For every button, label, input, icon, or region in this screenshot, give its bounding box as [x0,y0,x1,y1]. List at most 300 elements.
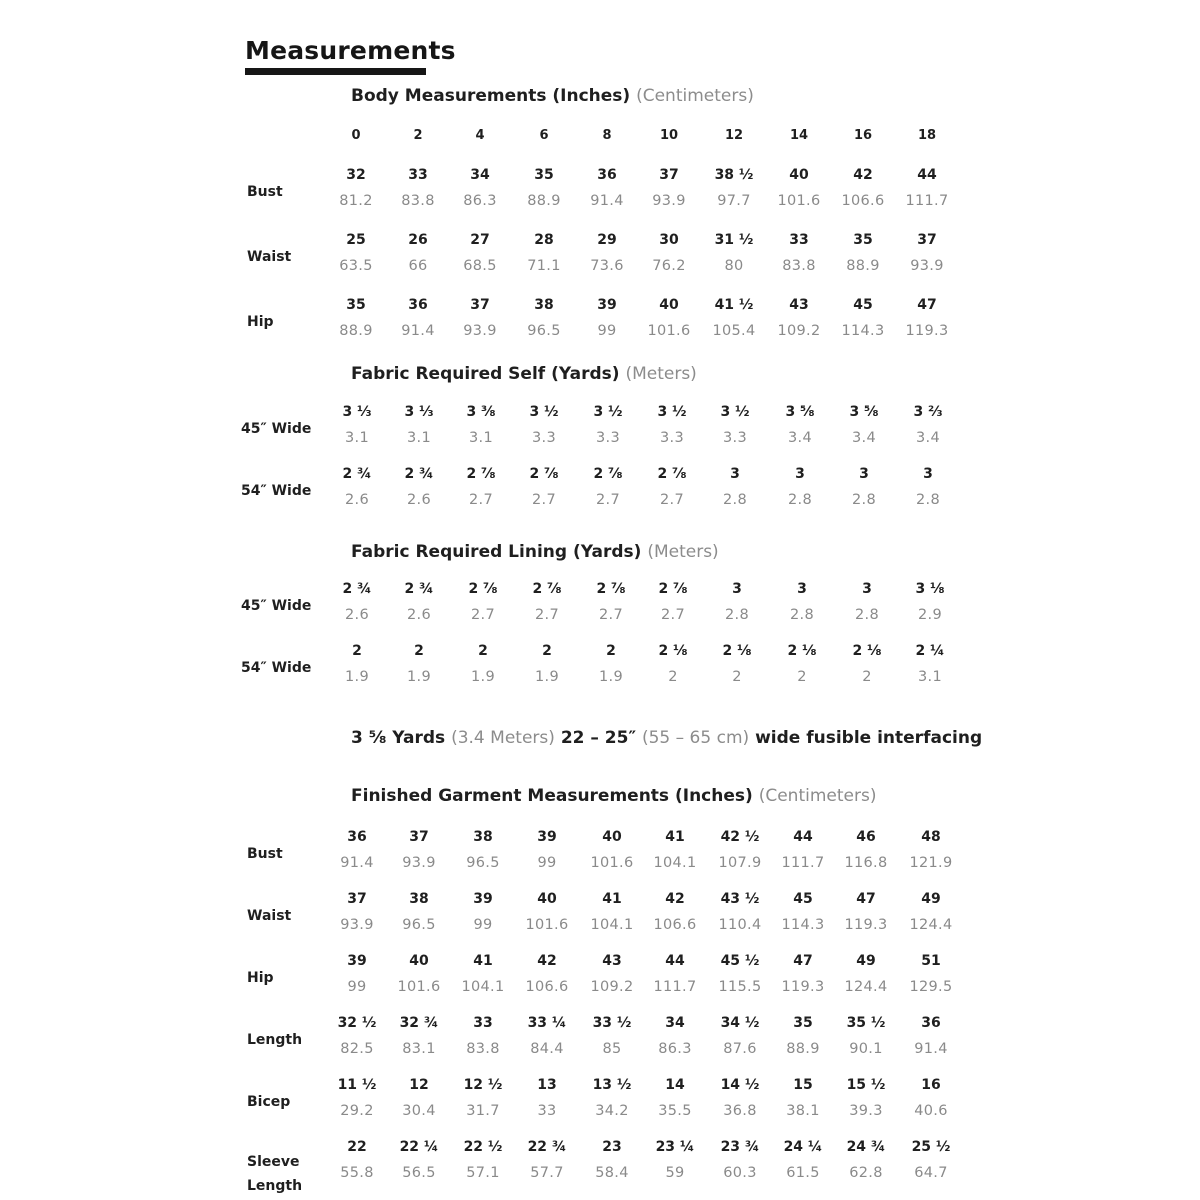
value-imperial: 3 [732,581,742,597]
value-imperial: 32 ¾ [399,1015,439,1031]
value-imperial: 14 ½ [720,1077,760,1093]
value-metric: 2.7 [471,607,495,623]
value-metric: 91.4 [340,855,374,871]
value-metric: 68.5 [463,258,497,274]
value-metric: 2.8 [725,607,749,623]
value-metric: 119.3 [844,917,888,933]
value-metric: 109.2 [777,323,821,339]
section-title-metric: (Centimeters) [636,86,754,106]
table-row [0,829,1200,881]
value-metric: 114.3 [781,917,825,933]
value-imperial: 2 ⅞ [468,581,498,597]
value-metric: 104.1 [461,979,505,995]
value-metric: 1.9 [535,669,559,685]
value-imperial: 34 [665,1015,685,1031]
value-metric: 2.8 [852,492,876,508]
value-metric: 2 [797,669,807,685]
value-metric: 3.3 [660,430,684,446]
value-metric: 76.2 [652,258,686,274]
value-metric: 101.6 [777,193,821,209]
value-imperial: 51 [921,953,941,969]
interfacing-desc: wide fusible interfacing [755,728,983,748]
value-imperial: 2 ⅞ [466,466,496,482]
size-header-row [0,128,1200,146]
section-title-lining [351,542,719,562]
value-imperial: 40 [659,297,679,313]
value-metric: 66 [408,258,428,274]
size-header: 12 [724,128,744,143]
value-metric: 3.1 [469,430,493,446]
value-metric: 57.7 [530,1165,564,1181]
value-metric: 2.7 [535,607,559,623]
value-imperial: 26 [408,232,428,248]
value-imperial: 2 ⅛ [722,643,752,659]
value-imperial: 2 ¾ [404,581,434,597]
section-title-metric: (Centimeters) [758,786,877,806]
section-title-metric: (Meters) [647,542,719,562]
value-metric: 101.6 [397,979,441,995]
value-imperial: 33 ¼ [527,1015,567,1031]
value-metric: 3.3 [723,430,747,446]
value-imperial: 35 ½ [846,1015,886,1031]
value-metric: 83.8 [782,258,816,274]
value-imperial: 3 ⅝ [785,404,815,420]
value-metric: 99 [347,979,367,995]
value-metric: 2.7 [532,492,556,508]
table-row [0,581,1200,633]
value-metric: 56.5 [402,1165,436,1181]
value-metric: 39.3 [849,1103,883,1119]
value-imperial: 3 ½ [529,404,559,420]
value-metric: 2.6 [407,492,431,508]
value-imperial: 3 [730,466,740,482]
value-metric: 2 [668,669,678,685]
table-row [0,232,1200,284]
value-metric: 91.4 [401,323,435,339]
interfacing-width-in: 22 – 25″ [560,728,637,748]
value-imperial: 27 [470,232,490,248]
value-metric: 81.2 [339,193,373,209]
row-label: Sleeve Length [247,1154,303,1194]
value-imperial: 2 [542,643,552,659]
value-metric: 2.6 [345,492,369,508]
page-title: Measurements [245,36,456,65]
value-metric: 109.2 [590,979,634,995]
value-imperial: 36 [347,829,367,845]
value-imperial: 2 ¾ [342,581,372,597]
interfacing-note [351,728,982,748]
size-header: 18 [917,128,937,143]
value-imperial: 2 ⅞ [658,581,688,597]
value-metric: 90.1 [849,1041,883,1057]
value-imperial: 13 [537,1077,557,1093]
size-header: 4 [475,128,485,143]
value-metric: 96.5 [466,855,500,871]
value-imperial: 29 [597,232,617,248]
value-imperial: 41 ½ [714,297,754,313]
row-label: Bust [247,184,283,200]
value-metric: 88.9 [786,1041,820,1057]
value-imperial: 3 [859,466,869,482]
value-imperial: 49 [921,891,941,907]
value-imperial: 46 [856,829,876,845]
value-imperial: 34 ½ [720,1015,760,1031]
value-imperial: 3 [797,581,807,597]
value-imperial: 31 ½ [714,232,754,248]
value-imperial: 47 [856,891,876,907]
value-imperial: 41 [473,953,493,969]
value-metric: 111.7 [653,979,697,995]
row-label: Hip [247,314,274,330]
row-label: Bust [247,846,283,862]
value-metric: 63.5 [339,258,373,274]
value-imperial: 33 [473,1015,493,1031]
size-header: 0 [351,128,361,143]
value-imperial: 2 ⅛ [852,643,882,659]
value-metric: 85 [602,1041,622,1057]
value-imperial: 47 [917,297,937,313]
value-imperial: 38 [409,891,429,907]
value-metric: 3.1 [407,430,431,446]
value-imperial: 35 [793,1015,813,1031]
value-metric: 124.4 [909,917,953,933]
value-imperial: 32 ½ [337,1015,377,1031]
value-metric: 40.6 [914,1103,948,1119]
value-metric: 3.3 [596,430,620,446]
table-row [0,953,1200,1005]
value-metric: 97.7 [717,193,751,209]
value-imperial: 44 [917,167,937,183]
value-imperial: 35 [346,297,366,313]
value-imperial: 38 [534,297,554,313]
value-imperial: 40 [789,167,809,183]
value-imperial: 2 [606,643,616,659]
value-imperial: 39 [473,891,493,907]
value-metric: 80 [724,258,744,274]
value-metric: 84.4 [530,1041,564,1057]
value-imperial: 43 ½ [720,891,760,907]
value-imperial: 45 ½ [720,953,760,969]
value-metric: 3.1 [345,430,369,446]
value-imperial: 16 [921,1077,941,1093]
value-metric: 114.3 [841,323,885,339]
value-metric: 88.9 [846,258,880,274]
value-imperial: 41 [665,829,685,845]
section-title-self [351,364,697,384]
value-imperial: 39 [347,953,367,969]
table-row [0,404,1200,456]
table-row [0,643,1200,695]
value-imperial: 44 [665,953,685,969]
value-imperial: 47 [793,953,813,969]
value-metric: 119.3 [905,323,949,339]
value-metric: 2.8 [855,607,879,623]
size-header: 8 [602,128,612,143]
value-imperial: 11 ½ [337,1077,377,1093]
value-imperial: 3 ½ [593,404,623,420]
size-header: 14 [789,128,809,143]
value-imperial: 30 [659,232,679,248]
value-metric: 3.4 [916,430,940,446]
value-imperial: 2 ⅛ [787,643,817,659]
value-metric: 88.9 [339,323,373,339]
value-metric: 93.9 [463,323,497,339]
value-metric: 2.8 [790,607,814,623]
value-imperial: 34 [470,167,490,183]
value-imperial: 3 ⅛ [915,581,945,597]
value-metric: 2.8 [916,492,940,508]
value-metric: 61.5 [786,1165,820,1181]
value-metric: 59 [665,1165,685,1181]
value-metric: 91.4 [914,1041,948,1057]
value-imperial: 39 [537,829,557,845]
interfacing-yards: 3 ⅝ Yards [351,728,446,748]
value-metric: 2.9 [918,607,942,623]
value-imperial: 25 ½ [911,1139,951,1155]
value-metric: 101.6 [525,917,569,933]
value-imperial: 42 [537,953,557,969]
value-imperial: 22 ¼ [399,1139,439,1155]
value-metric: 29.2 [340,1103,374,1119]
value-imperial: 42 [665,891,685,907]
value-imperial: 24 ¾ [846,1139,886,1155]
value-imperial: 2 ¼ [915,643,945,659]
value-metric: 3.4 [788,430,812,446]
section-title-text: Fabric Required Lining (Yards) [351,542,642,562]
value-metric: 83.8 [466,1041,500,1057]
value-metric: 1.9 [599,669,623,685]
value-imperial: 33 [408,167,428,183]
section-title-body [351,86,754,106]
row-label: 54″ Wide [241,483,312,499]
value-imperial: 3 [862,581,872,597]
value-metric: 106.6 [525,979,569,995]
value-imperial: 37 [659,167,679,183]
value-metric: 1.9 [407,669,431,685]
value-metric: 119.3 [781,979,825,995]
value-imperial: 23 ¾ [720,1139,760,1155]
value-imperial: 45 [853,297,873,313]
value-metric: 3.3 [532,430,556,446]
value-metric: 107.9 [718,855,762,871]
table-row [0,167,1200,219]
value-imperial: 39 [597,297,617,313]
table-row [0,297,1200,349]
value-imperial: 36 [408,297,428,313]
section-title-text: Fabric Required Self (Yards) [351,364,620,384]
value-metric: 129.5 [909,979,953,995]
value-metric: 3.4 [852,430,876,446]
value-imperial: 3 ⅓ [404,404,434,420]
value-metric: 71.1 [527,258,561,274]
value-metric: 57.1 [466,1165,500,1181]
value-imperial: 32 [346,167,366,183]
value-metric: 2.7 [660,492,684,508]
table-row [0,1139,1200,1194]
value-metric: 55.8 [340,1165,374,1181]
value-imperial: 2 [478,643,488,659]
value-imperial: 12 ½ [463,1077,503,1093]
value-imperial: 3 ½ [657,404,687,420]
value-imperial: 2 ⅞ [532,581,562,597]
value-metric: 64.7 [914,1165,948,1181]
section-title-text: Finished Garment Measurements (Inches) [351,786,753,806]
value-imperial: 2 [352,643,362,659]
value-metric: 2.8 [788,492,812,508]
value-imperial: 3 ⅜ [466,404,496,420]
value-imperial: 33 ½ [592,1015,632,1031]
value-imperial: 2 [414,643,424,659]
value-metric: 88.9 [527,193,561,209]
value-imperial: 3 ⅓ [342,404,372,420]
row-label: 45″ Wide [241,421,312,437]
value-metric: 73.6 [590,258,624,274]
value-imperial: 15 ½ [846,1077,886,1093]
row-label: Hip [247,970,274,986]
value-imperial: 22 ½ [463,1139,503,1155]
value-imperial: 35 [534,167,554,183]
value-metric: 2.7 [469,492,493,508]
row-label: Bicep [247,1094,291,1110]
value-imperial: 3 ⅔ [913,404,943,420]
size-header: 16 [853,128,873,143]
value-imperial: 36 [597,167,617,183]
value-imperial: 49 [856,953,876,969]
value-imperial: 2 ⅞ [596,581,626,597]
value-imperial: 37 [409,829,429,845]
size-header: 6 [539,128,549,143]
value-metric: 121.9 [909,855,953,871]
value-imperial: 2 ¾ [404,466,434,482]
value-metric: 30.4 [402,1103,436,1119]
value-metric: 83.8 [401,193,435,209]
value-imperial: 35 [853,232,873,248]
value-imperial: 40 [602,829,622,845]
value-metric: 35.5 [658,1103,692,1119]
value-imperial: 36 [921,1015,941,1031]
value-metric: 115.5 [718,979,762,995]
value-imperial: 48 [921,829,941,845]
value-metric: 2.7 [661,607,685,623]
value-imperial: 44 [793,829,813,845]
row-label: Length [247,1032,303,1048]
value-imperial: 40 [537,891,557,907]
value-metric: 99 [537,855,557,871]
value-metric: 62.8 [849,1165,883,1181]
value-imperial: 13 ½ [592,1077,632,1093]
value-imperial: 2 ⅞ [593,466,623,482]
value-metric: 2.7 [596,492,620,508]
value-metric: 2.6 [407,607,431,623]
value-metric: 87.6 [723,1041,757,1057]
section-title-metric: (Meters) [625,364,697,384]
value-imperial: 2 ⅞ [657,466,687,482]
value-imperial: 3 ⅝ [849,404,879,420]
value-imperial: 3 [923,466,933,482]
value-metric: 105.4 [712,323,756,339]
value-metric: 96.5 [527,323,561,339]
value-imperial: 42 ½ [720,829,760,845]
value-imperial: 33 [789,232,809,248]
value-imperial: 40 [409,953,429,969]
row-label: 54″ Wide [241,660,312,676]
value-metric: 86.3 [463,193,497,209]
value-metric: 2.8 [723,492,747,508]
value-metric: 34.2 [595,1103,629,1119]
value-metric: 3.1 [918,669,942,685]
value-metric: 31.7 [466,1103,500,1119]
value-metric: 106.6 [841,193,885,209]
value-metric: 83.1 [402,1041,436,1057]
value-imperial: 37 [470,297,490,313]
interfacing-meters: (3.4 Meters) [451,728,555,748]
value-imperial: 28 [534,232,554,248]
value-imperial: 2 ⅛ [658,643,688,659]
value-imperial: 41 [602,891,622,907]
value-metric: 2 [862,669,872,685]
value-metric: 111.7 [905,193,949,209]
value-imperial: 22 ¾ [527,1139,567,1155]
value-metric: 91.4 [590,193,624,209]
value-imperial: 2 ⅞ [529,466,559,482]
value-imperial: 24 ¼ [783,1139,823,1155]
value-metric: 110.4 [718,917,762,933]
value-imperial: 43 [602,953,622,969]
value-metric: 106.6 [653,917,697,933]
value-metric: 116.8 [844,855,888,871]
value-metric: 82.5 [340,1041,374,1057]
value-metric: 93.9 [910,258,944,274]
table-row [0,891,1200,943]
value-metric: 86.3 [658,1041,692,1057]
value-imperial: 42 [853,167,873,183]
section-title-text: Body Measurements (Inches) [351,86,631,106]
value-metric: 1.9 [345,669,369,685]
value-metric: 124.4 [844,979,888,995]
value-imperial: 22 [347,1139,367,1155]
value-imperial: 14 [665,1077,685,1093]
table-row [0,466,1200,518]
value-metric: 2 [732,669,742,685]
value-metric: 2.6 [345,607,369,623]
row-label: Waist [247,249,292,265]
value-imperial: 23 ¼ [655,1139,695,1155]
value-imperial: 25 [346,232,366,248]
section-title-finished [351,786,876,806]
table-row [0,1077,1200,1129]
value-metric: 58.4 [595,1165,629,1181]
size-header: 2 [413,128,423,143]
value-imperial: 45 [793,891,813,907]
value-metric: 99 [597,323,617,339]
row-label: 45″ Wide [241,598,312,614]
value-imperial: 23 [602,1139,622,1155]
value-metric: 33 [537,1103,557,1119]
value-metric: 36.8 [723,1103,757,1119]
value-metric: 2.7 [599,607,623,623]
value-imperial: 38 [473,829,493,845]
value-imperial: 43 [789,297,809,313]
value-metric: 111.7 [781,855,825,871]
value-imperial: 2 ¾ [342,466,372,482]
value-metric: 101.6 [647,323,691,339]
value-metric: 96.5 [402,917,436,933]
value-metric: 101.6 [590,855,634,871]
value-imperial: 3 [795,466,805,482]
value-imperial: 37 [917,232,937,248]
row-label: Waist [247,908,292,924]
value-metric: 1.9 [471,669,495,685]
